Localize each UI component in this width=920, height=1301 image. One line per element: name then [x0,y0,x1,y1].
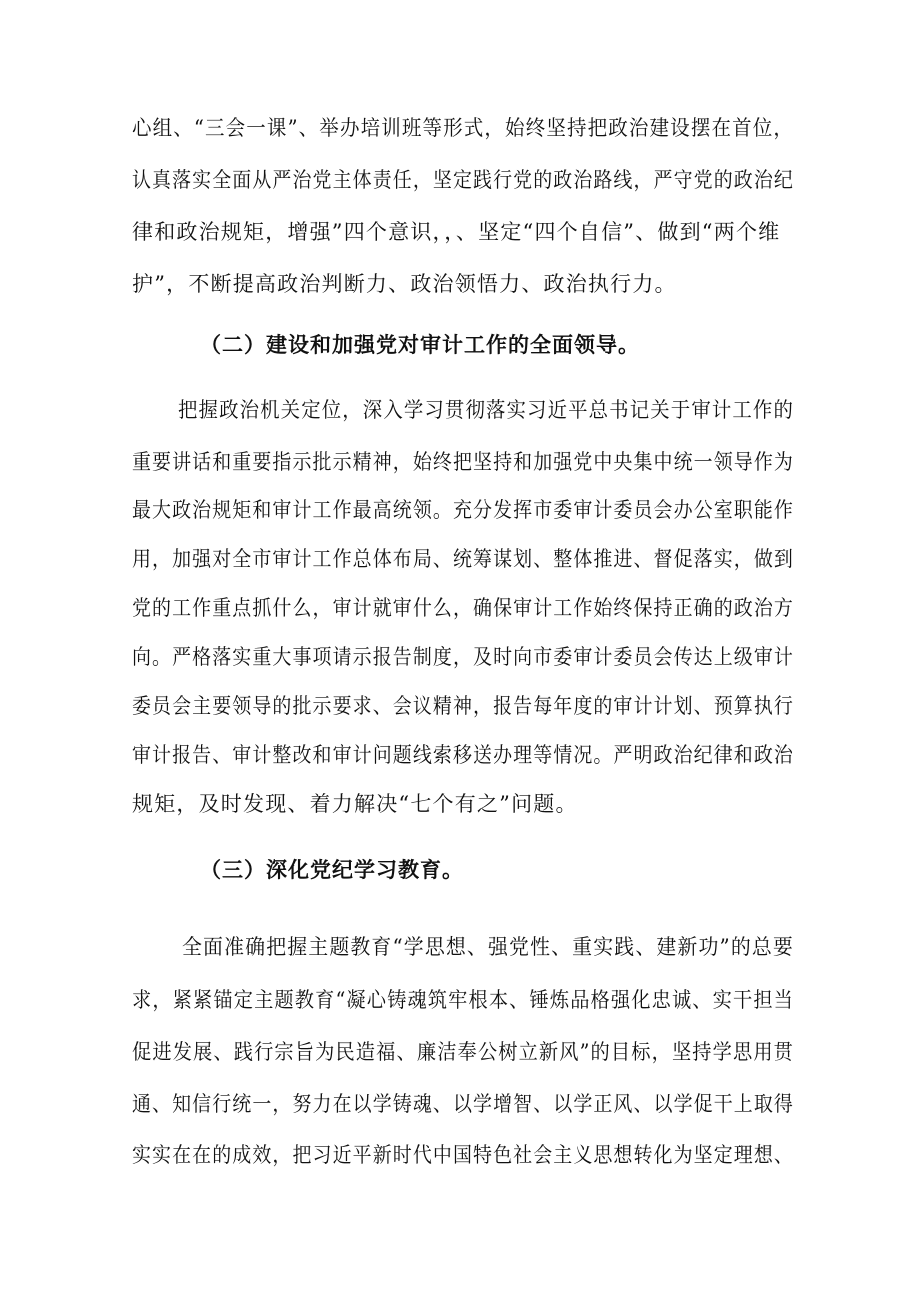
paragraph-line: 把握政治机关定位，深入学习贯彻落实习近平总书记关于审计工作的 [178,398,794,422]
paragraph-line: 委员会主要领导的批示要求、会议精神，报告每年度的审计计划、预算执行 [132,694,794,718]
paragraph-line: 重要讲话和重要指示批示精神，始终把坚持和加强党中央集中统一领导作为 [132,450,794,474]
paragraph-line: 律和政治规矩，增强”四个意识，，、坚定“四个自信”、做到“两个维 [132,220,781,244]
paragraph-line: 通、知信行统一，努力在以学铸魂、以学增智、以学正风、以学促干上取得 [132,1092,794,1116]
paragraph-line: 认真落实全面从严治党主体责任，坚定践行党的政治路线，严守党的政治纪 [132,168,794,192]
paragraph-line: 用，加强对全市审计工作总体布局、统筹谋划、整体推进、督促落实，做到 [132,547,794,571]
paragraph-line: 实实在在的成效，把习近平新时代中国特色社会主义思想转化为坚定理想、 [132,1143,794,1167]
paragraph-line: 审计报告、审计整改和审计问题线索移送办理等情况。严明政治纪律和政治 [132,743,794,767]
section-heading-2: （二）建设和加强党对审计工作的全面领导。 [200,332,640,357]
paragraph-line: 求，紧紧锚定主题教育“凝心铸魂筑牢根本、锤炼品格强化忠诚、实干担当 [132,988,795,1012]
paragraph-line: 最大政治规矩和审计工作最高统领。充分发挥市委审计委员会办公室职能作 [132,498,794,522]
paragraph-line: 促进发展、践行宗旨为民造福、廉洁奉公树立新风”的目标，坚持学思用贯 [132,1040,795,1064]
paragraph-line: 规矩，及时发现、着力解决“七个有之”问题。 [132,792,578,816]
paragraph-line: 向。严格落实重大事项请示报告制度，及时向市委审计委员会传达上级审计 [132,645,794,669]
paragraph-line: 党的工作重点抓什么，审计就审什么，确保审计工作始终保持正确的政治方 [132,596,794,620]
paragraph-line: 全面准确把握主题教育“学思想、强党性、重实践、建新功”的总要 [182,935,794,959]
paragraph-line: 心组、“三会一课”、举办培训班等形式，始终坚持把政治建设摆在首位， [132,116,795,140]
paragraph-line: 护”，不断提高政治判断力、政治领悟力、政治执行力。 [132,272,677,296]
section-heading-3: （三）深化党纪学习教育。 [200,857,464,882]
